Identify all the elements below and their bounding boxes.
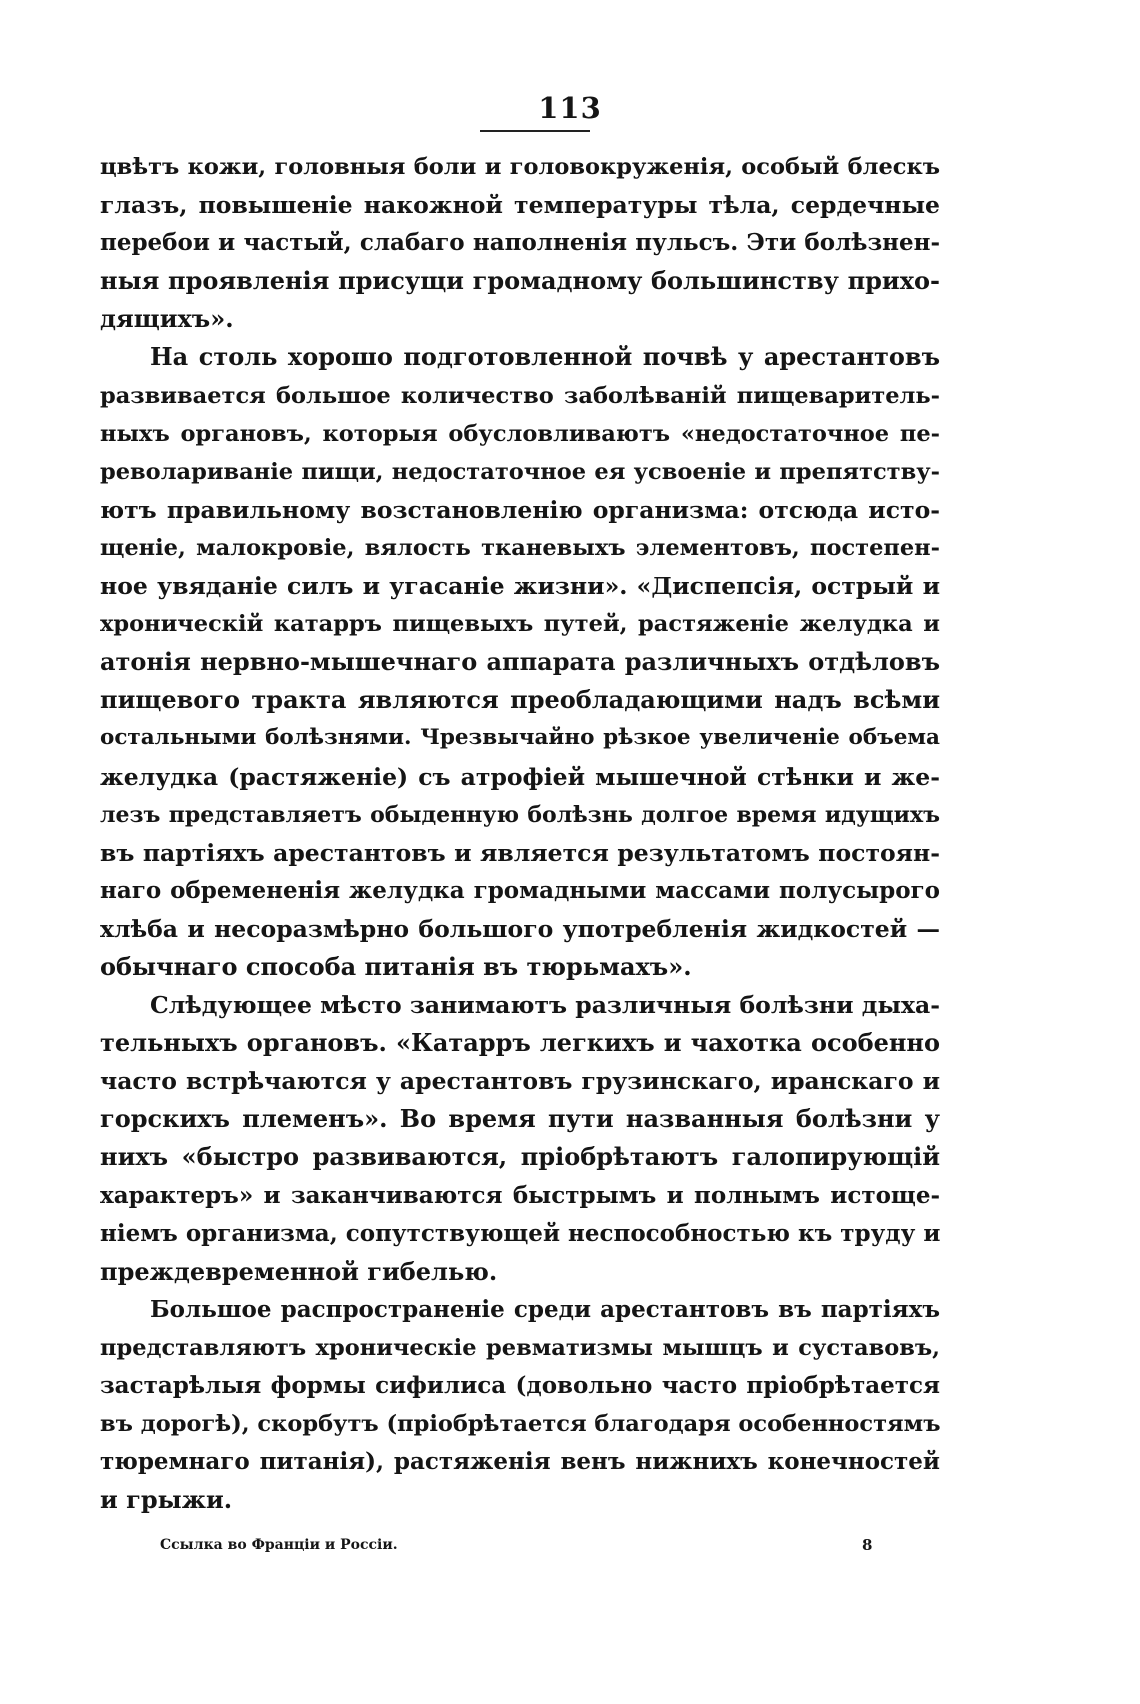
text-line: Большое распространеніе среди арестантовъ въ партіяхъ bbox=[150, 1295, 940, 1323]
text-line: нихъ «быстро развиваются, пріобрѣтаютъ галопирующій bbox=[100, 1142, 940, 1172]
text-line: застарѣлыя формы сифилиса (довольно часто пріобрѣтается bbox=[100, 1372, 940, 1399]
text-line: револариваніе пищи, недостаточное ея усвоеніе и препятству- bbox=[100, 458, 940, 485]
text-line: въ дорогѣ), скорбутъ (пріобрѣтается благодаря особенностямъ bbox=[100, 1411, 941, 1438]
text-line: тюремнаго питанія), растяженія венъ нижнихъ конечностей bbox=[100, 1448, 940, 1476]
text-line: тельныхъ органовъ. «Катарръ легкихъ и чахотка особенно bbox=[100, 1028, 940, 1058]
text-line: дящихъ». bbox=[100, 304, 234, 334]
text-line: наго обремененія желудка громадными массами полусырого bbox=[100, 876, 940, 904]
text-line: часто встрѣчаются у арестантовъ грузинскаго, иранскаго и bbox=[100, 1067, 940, 1096]
header-rule bbox=[480, 130, 590, 132]
body-text bbox=[100, 148, 940, 1519]
page-footer bbox=[100, 1530, 940, 1560]
text-line: лезъ представляетъ обыденную болѣзнь долгое время идущихъ bbox=[100, 801, 940, 828]
text-line: остальными болѣзнями. Чрезвычайно рѣзкое увеличеніе объема bbox=[100, 725, 940, 751]
text-line: преждевременной гибелью. bbox=[100, 1256, 498, 1286]
text-line: ютъ правильному возстановленію организма: отсюда исто- bbox=[100, 495, 940, 524]
text-line: желудка (растяженіе) съ атрофіей мышечной стѣнки и же- bbox=[100, 762, 940, 791]
signature-mark: 8 bbox=[862, 1536, 873, 1554]
text-line: Слѣдующее мѣсто занимаютъ различныя болѣзни дыха- bbox=[150, 991, 940, 1020]
text-line: щеніе, малокровіе, вялость тканевыхъ элементовъ, постепен- bbox=[100, 534, 940, 561]
text-line: и грыжи. bbox=[100, 1485, 233, 1515]
text-line: хроническій катарръ пищевыхъ путей, растяженіе желудка и bbox=[100, 611, 940, 638]
text-line: ныя проявленія присущи громадному большинству прихо- bbox=[100, 266, 940, 296]
text-line: На столь хорошо подготовленной почвѣ у арестантовъ bbox=[150, 342, 940, 372]
text-line: ніемъ организма, сопутствующей неспособностью къ труду и bbox=[100, 1219, 941, 1247]
text-line: атонія нервно-мышечнаго аппарата различныхъ отдѣловъ bbox=[100, 647, 940, 677]
text-line: хлѣба и несоразмѣрно большого употребленія жидкостей — bbox=[100, 914, 940, 943]
text-line: глазъ, повышеніе накожной температуры тѣла, сердечные bbox=[100, 191, 940, 220]
footer-title: Ссылка во Франціи и Россіи. bbox=[160, 1537, 398, 1553]
text-line: перебои и частый, слабаго наполненія пульсъ. Эти болѣзнен- bbox=[100, 229, 940, 257]
text-line: ныхъ органовъ, которыя обусловливаютъ «недостаточное пе- bbox=[100, 420, 940, 447]
text-line: развивается большое количество заболѣваній пищеваритель- bbox=[100, 382, 940, 409]
text-line: цвѣтъ кожи, головныя боли и головокруженія, особый блескъ bbox=[100, 154, 940, 180]
text-line: обычнаго способа питанія въ тюрьмахъ». bbox=[100, 951, 692, 981]
text-line: пищевого тракта являются преобладающими надъ всѣми bbox=[100, 685, 940, 715]
text-line: ное увяданіе силъ и угасаніе жизни». «Диспепсія, острый и bbox=[100, 572, 940, 601]
text-line: представляютъ хроническіе ревматизмы мышцъ и суставовъ, bbox=[100, 1334, 940, 1361]
text-line: горскихъ племенъ». Во время пути названныя болѣзни у bbox=[100, 1104, 940, 1134]
page-number: 113 bbox=[538, 91, 602, 125]
text-line: въ партіяхъ арестантовъ и является результатомъ постоян- bbox=[100, 838, 940, 867]
text-line: характеръ» и заканчиваются быстрымъ и полнымъ истоще- bbox=[100, 1181, 940, 1209]
